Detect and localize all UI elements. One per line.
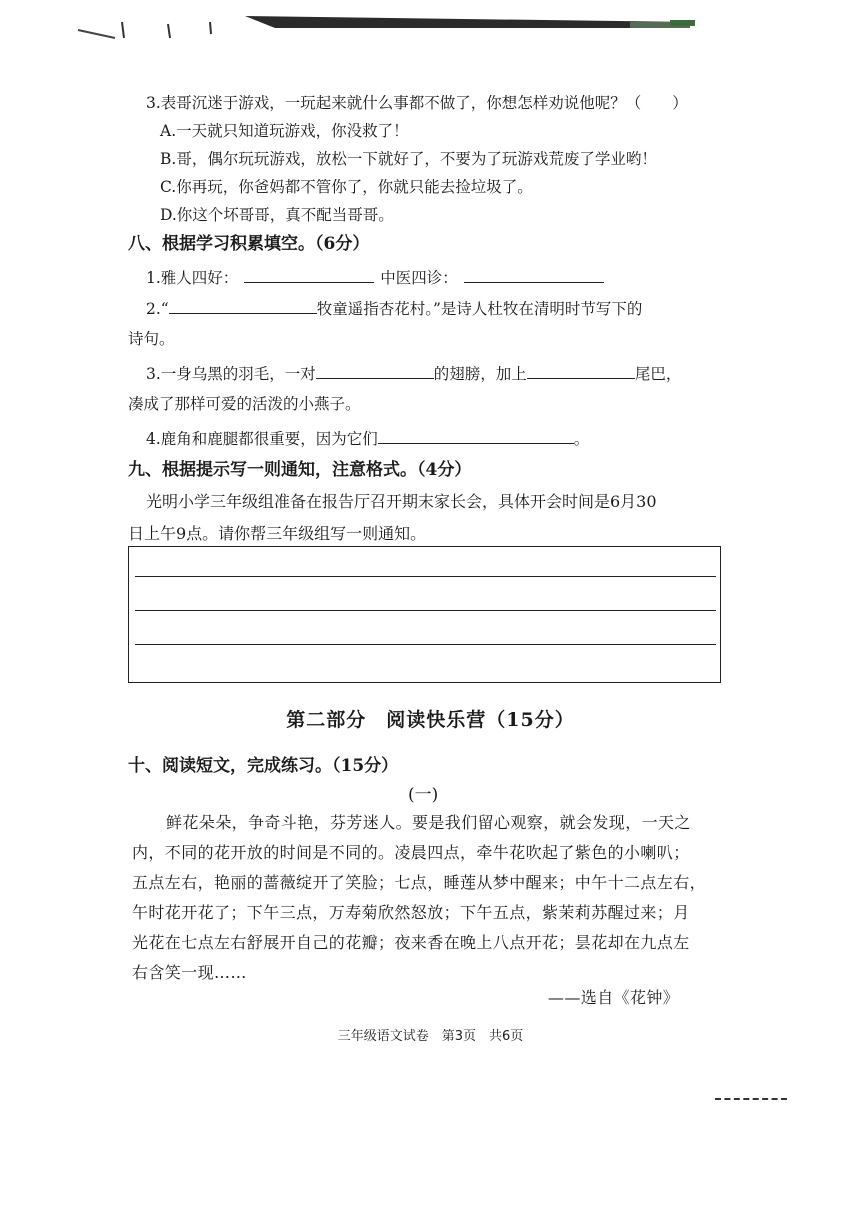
page-footer: 三年级语文试卷 第3页 共6页: [337, 1029, 524, 1044]
part2-title: 第二部分 阅读快乐营（15分）: [286, 709, 575, 731]
item3-c: 尾巴，: [634, 365, 682, 383]
passage-line: 鲜花朵朵，争奇斗艳，芬芳迷人。要是我们留心观察，就会发现，一天之: [166, 813, 691, 832]
writing-line: [135, 576, 716, 577]
q3-option-a: A.一天就只知道玩游戏，你没救了！: [160, 122, 409, 140]
section8-item4: [146, 427, 589, 449]
section10-subheading: (一): [408, 785, 439, 805]
item1-label: 1.雅人四好：: [146, 269, 239, 287]
answer-blank[interactable]: [244, 266, 374, 283]
q3-option-b: B.哥，偶尔玩玩游戏，放松一下就好了，不要为了玩游戏荒废了学业哟！: [160, 150, 657, 168]
passage-line: 右含笑一现……: [132, 963, 247, 982]
item4-end: 。: [573, 430, 590, 448]
scan-artifact-top: [70, 8, 830, 42]
q3-option-c: C.你再玩，你爸妈都不管你了，你就只能去捡垃圾了。: [160, 178, 533, 196]
item3-b: 的翅膀，加上: [433, 365, 527, 383]
passage-line: 光花在七点左右舒展开自己的花瓣；夜来香在晚上八点开花；昙花却在九点左: [132, 933, 690, 952]
writing-line: [135, 610, 716, 611]
passage-line: 五点左右，艳丽的蔷薇绽开了笑脸；七点，睡莲从梦中醒来；中午十二点左右，: [132, 873, 707, 892]
answer-blank[interactable]: [316, 362, 434, 379]
notice-writing-box[interactable]: [128, 546, 721, 683]
answer-blank[interactable]: [527, 362, 635, 379]
answer-blank[interactable]: [464, 266, 604, 283]
section9-prompt-line1: 光明小学三年级组准备在报告厅召开期末家长会，具体开会时间是6月30: [146, 492, 657, 511]
scan-artifact-bottom: [715, 1098, 787, 1106]
section10-heading: 十、阅读短文，完成练习。（15分）: [128, 756, 399, 776]
passage-line: 午时花开花了；下午三点，万寿菊欣然怒放；下午五点，紫茉莉苏醒过来；月: [132, 903, 690, 922]
passage-line: 内，不同的花开放的时间是不同的。凌晨四点，牵牛花吹起了紫色的小喇叭；: [132, 843, 690, 862]
passage-source: ——选自《花钟》: [548, 988, 680, 1007]
section8-item2: [146, 297, 642, 319]
q3-option-d: D.你这个坏哥哥，真不配当哥哥。: [160, 206, 394, 224]
section9-heading: 九、根据提示写一则通知，注意格式。（4分）: [128, 460, 472, 480]
item2-tail: 牧童遥指杏花村。”是诗人杜牧在清明时节写下的: [316, 300, 643, 318]
item3-a: 3.一身乌黑的羽毛，一对: [146, 365, 316, 383]
section8-item3-cont: 凑成了那样可爱的活泼的小燕子。: [128, 395, 361, 413]
section8-item1: [146, 266, 604, 288]
section8-item3: [146, 362, 681, 384]
section8-heading: 八、根据学习积累填空。（6分）: [128, 234, 370, 254]
section9-prompt-line2: 日上午9点。请你帮三年级组写一则通知。: [128, 524, 427, 543]
section8-item2-cont: 诗句。: [128, 330, 175, 348]
item4-a: 4.鹿角和鹿腿都很重要，因为它们: [146, 430, 378, 448]
item2-open: 2.“: [146, 300, 169, 318]
writing-line: [135, 644, 716, 645]
answer-blank[interactable]: [169, 297, 317, 314]
q3-stem: 3.表哥沉迷于游戏，一玩起来就什么事都不做了，你想怎样劝说他呢？（ ）: [146, 94, 688, 112]
answer-blank[interactable]: [378, 427, 574, 444]
item1-mid: 中医四诊：: [380, 269, 458, 287]
